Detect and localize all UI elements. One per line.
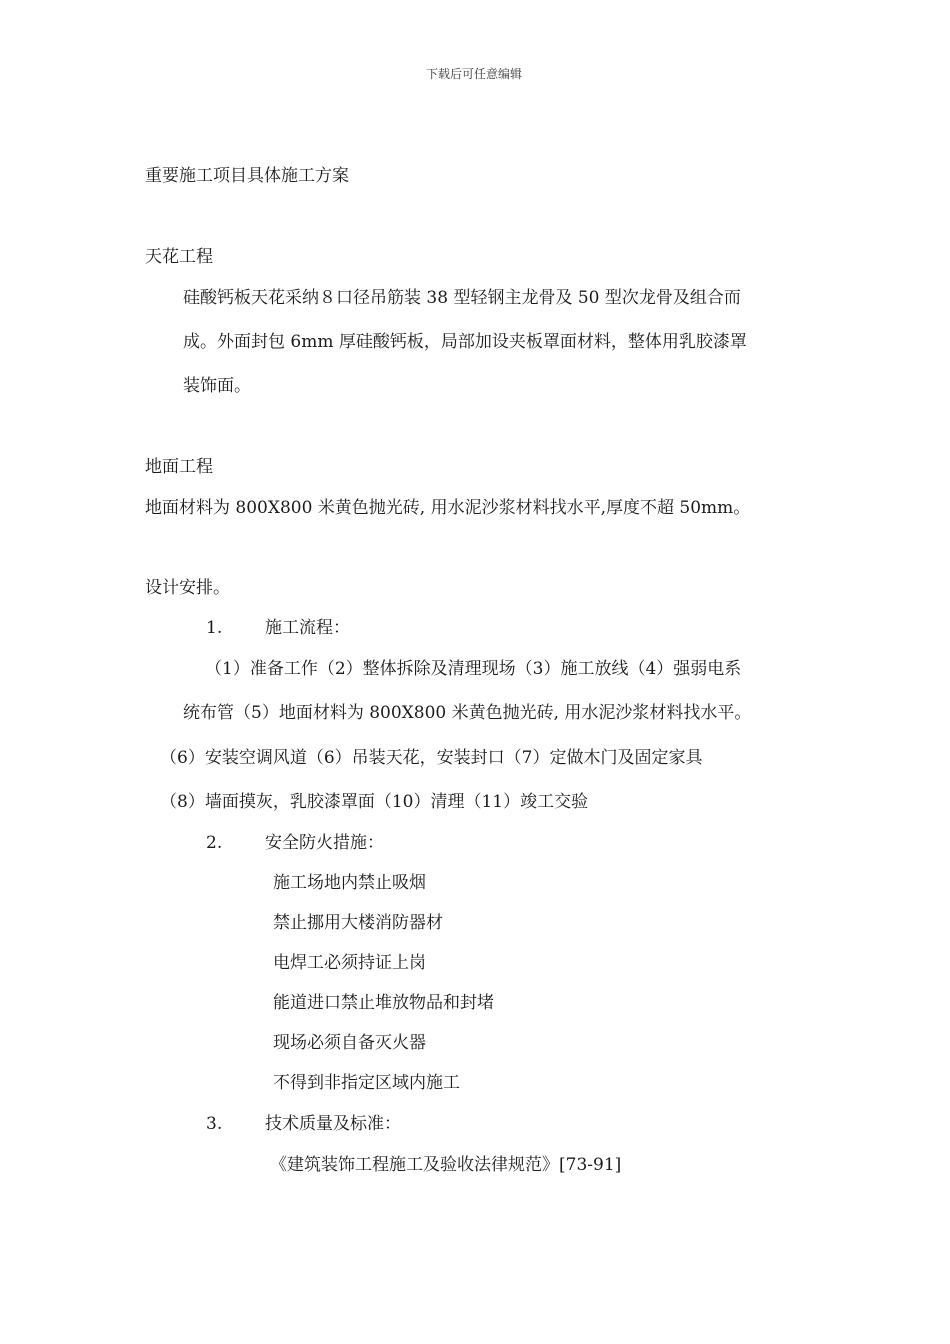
process-line: （6）安装空调风道（6）吊装天花，安装封口（7）定做木门及固定家具	[160, 748, 703, 768]
ceiling-line: 装饰面。	[183, 376, 251, 396]
item-label: 技术质量及标准：	[265, 1114, 401, 1134]
floor-text: 地面材料为 800X800 米黄色抛光砖, 用水泥沙浆材料找水平,厚度不超 50mm。	[145, 498, 751, 518]
safety-line: 禁止挪用大楼消防器材	[273, 913, 443, 933]
item-number: 2.	[206, 833, 223, 853]
floor-heading: 地面工程	[145, 457, 213, 477]
safety-line: 施工场地内禁止吸烟	[273, 873, 426, 893]
ceiling-heading: 天花工程	[145, 247, 213, 267]
item-label: 安全防火措施：	[265, 833, 384, 853]
ceiling-line: 硅酸钙板天花采纳８口径吊筋装 38 型轻钢主龙骨及 50 型次龙骨及组合而	[183, 288, 741, 308]
item-label: 施工流程：	[265, 618, 350, 638]
process-line: 统布管（5）地面材料为 800X800 米黄色抛光砖, 用水泥沙浆材料找水平。	[183, 703, 752, 723]
document-title: 重要施工项目具体施工方案	[145, 166, 349, 186]
safety-line: 不得到非指定区域内施工	[273, 1073, 460, 1093]
item-number: 1.	[206, 618, 223, 638]
item-number: 3.	[206, 1114, 223, 1134]
safety-line: 现场必须自备灭火器	[273, 1033, 426, 1053]
ceiling-line: 成。外面封包 6mm 厚硅酸钙板，局部加设夹板罩面材料，整体用乳胶漆罩	[183, 332, 747, 352]
safety-line: 能道进口禁止堆放物品和封堵	[273, 993, 494, 1013]
safety-line: 电焊工必须持证上岗	[273, 953, 426, 973]
process-line: （1）准备工作（2）整体拆除及清理现场（3）施工放线（4）强弱电系	[205, 659, 742, 679]
process-line: （8）墙面摸灰，乳胶漆罩面（10）清理（11）竣工交验	[160, 792, 589, 812]
page-header: 下载后可任意编辑	[426, 67, 523, 81]
standard-line: 《建筑装饰工程施工及验收法律规范》[73-91]	[270, 1155, 622, 1175]
design-heading: 设计安排。	[145, 578, 230, 598]
